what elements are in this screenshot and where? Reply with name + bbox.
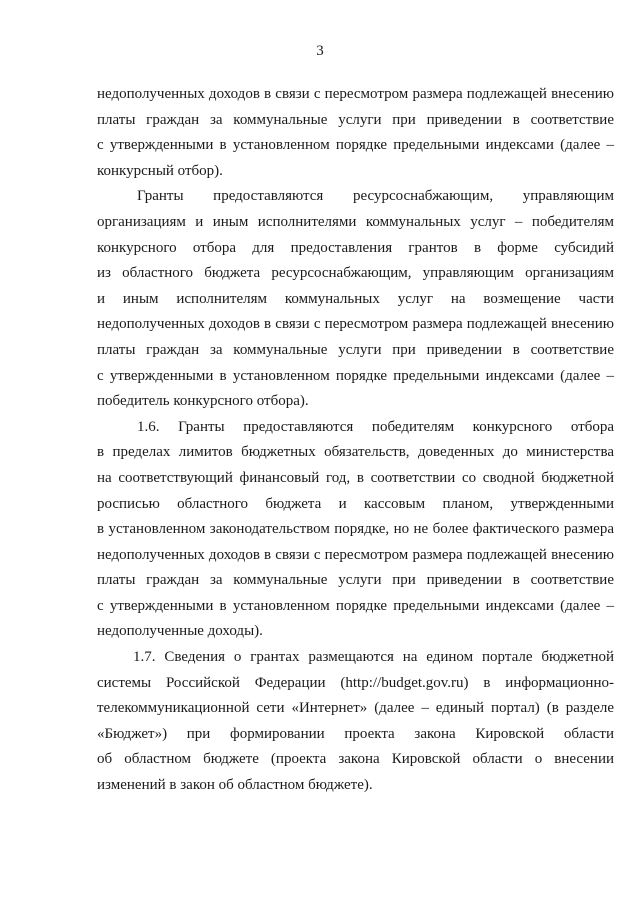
text-line: изменений в закон об областном бюджете). (97, 777, 373, 794)
text-line: конкурсный отбор). (97, 162, 223, 179)
document-body (97, 82, 614, 799)
text-line: платы граждан за коммунальные услуги при приведении в соответствие (97, 341, 614, 358)
text-line: Гранты предоставляются ресурсоснабжающим, управляющим (137, 188, 614, 205)
text-line: на соответствующий финансовый год, в соответствии со сводной бюджетной (97, 469, 614, 486)
text-line: недополученные доходы). (97, 623, 263, 640)
paragraph-1 (97, 82, 614, 184)
text-line: победитель конкурсного отбора). (97, 393, 309, 410)
text-line: и иным исполнителям коммунальных услуг на возмещение части (97, 290, 614, 307)
text-line: телекоммуникационной сети «Интернет» (далее – единый портал) (в разделе (97, 700, 614, 717)
text-line: недополученных доходов в связи с пересмотром размера подлежащей внесению (97, 316, 614, 333)
text-line: платы граждан за коммунальные услуги при приведении в соответствие (97, 572, 614, 589)
text-line: в установленном законодательством порядке, но не более фактического размера (97, 521, 614, 538)
text-line: с утвержденными в установленном порядке предельными индексами (далее – (97, 597, 614, 614)
text-line: «Бюджет») при формировании проекта закона Кировской области (97, 725, 614, 742)
text-line: недополученных доходов в связи с пересмотром размера подлежащей внесению (97, 546, 614, 563)
text-line: организациям и иным исполнителями коммунальных услуг – победителям (97, 213, 614, 230)
page-number: 3 (316, 43, 324, 59)
text-line: конкурсного отбора для предоставления грантов в форме субсидий (97, 239, 614, 256)
text-line: 1.7. Сведения о грантах размещаются на едином портале бюджетной (133, 649, 614, 666)
text-line: с утвержденными в установленном порядке предельными индексами (далее – (97, 367, 614, 384)
text-line: системы Российской Федерации (http://budget.gov.ru) в информационно- (97, 674, 614, 691)
text-line: росписью областного бюджета и кассовым планом, утвержденными (97, 495, 614, 512)
text-line: в пределах лимитов бюджетных обязательств, доведенных до министерства (97, 444, 614, 461)
text-line: с утвержденными в установленном порядке предельными индексами (далее – (97, 137, 614, 154)
text-line: из областного бюджета ресурсоснабжающим, управляющим организациям (97, 265, 614, 282)
text-line: недополученных доходов в связи с пересмотром размера подлежащей внесению (97, 86, 614, 102)
paragraph-2 (97, 184, 614, 414)
text-line: платы граждан за коммунальные услуги при приведении в соответствие (97, 111, 614, 128)
text-line: 1.6. Гранты предоставляются победителям конкурсного отбора (137, 418, 614, 435)
paragraph-3 (97, 415, 614, 645)
text-line: об областном бюджете (проекта закона Кировской области о внесении (97, 751, 614, 768)
paragraph-4 (97, 645, 614, 799)
